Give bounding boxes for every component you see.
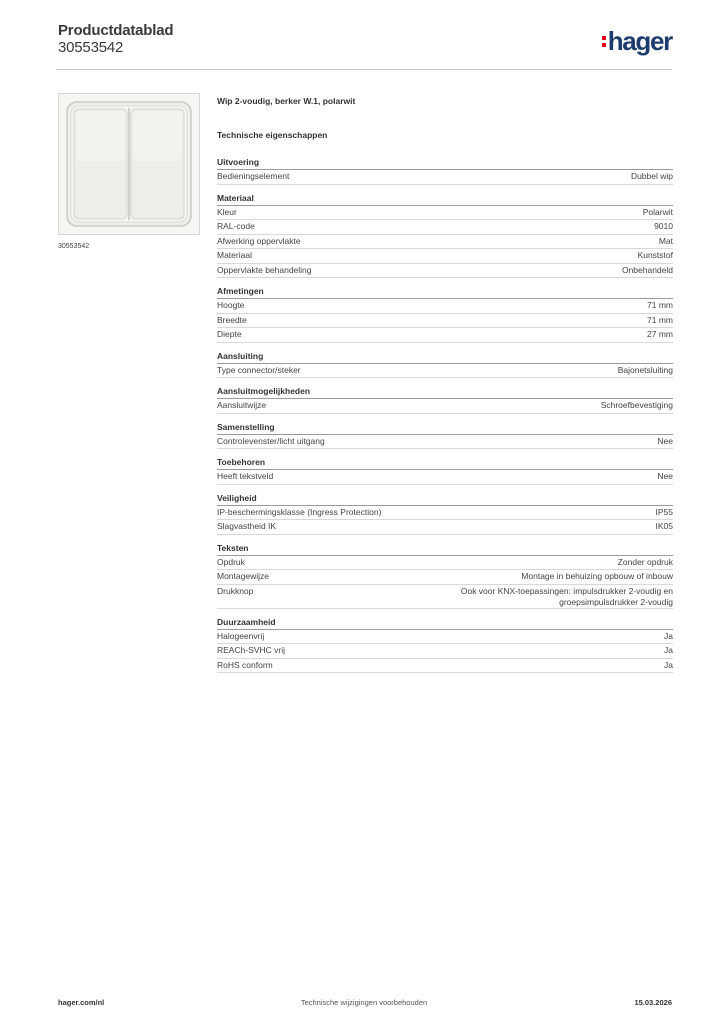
spec-label: Montagewijze: [217, 571, 269, 581]
section-title: Samenstelling: [217, 421, 673, 435]
spec-row: [217, 235, 673, 250]
spec-row: [217, 570, 673, 585]
footer-date: 15.03.2026: [634, 998, 672, 1007]
spec-label: Diepte: [217, 329, 242, 339]
spec-row: [217, 220, 673, 235]
footer-notice: Technische wijzigingen voorbehouden: [300, 998, 428, 1007]
spec-row: [217, 659, 673, 674]
spec-value: IP55: [655, 506, 673, 517]
product-photo: [58, 93, 200, 235]
spec-label: Hoogte: [217, 300, 245, 310]
document-number: 30553542: [58, 39, 124, 56]
footer-website: hager.com/nl: [58, 998, 105, 1007]
section-title: Veiligheid: [217, 492, 673, 506]
spec-value: Dubbel wip: [630, 171, 673, 181]
spec-heading: Technische eigenschappen: [217, 130, 328, 140]
spec-label: Type connector/steker: [217, 364, 301, 375]
spec-value: 71 mm: [647, 314, 673, 325]
spec-section: [217, 156, 673, 185]
spec-sections: [217, 156, 673, 673]
section-title: Afmetingen: [217, 285, 673, 299]
spec-row: [217, 435, 673, 450]
section-title: Toebehoren: [217, 456, 673, 470]
spec-value: 9010: [654, 221, 673, 231]
spec-label: Drukknop: [217, 585, 254, 596]
spec-section: [217, 385, 673, 414]
product-name: Wip 2-voudig, berker W.1, polarwit: [217, 96, 356, 106]
spec-value: Zonder opdruk: [617, 556, 673, 567]
spec-row: [217, 299, 673, 314]
spec-label: Afwerking oppervlakte: [217, 235, 301, 246]
hager-logo: [602, 26, 672, 57]
spec-row: [217, 585, 673, 609]
spec-row: [217, 399, 673, 414]
spec-label: Kleur: [217, 206, 237, 217]
spec-label: Oppervlakte behandeling: [217, 264, 312, 275]
spec-section: [217, 421, 673, 450]
page-header: [56, 20, 672, 70]
spec-value: Onbehandeld: [621, 264, 673, 275]
spec-section: [217, 492, 673, 535]
spec-value: IK05: [655, 521, 673, 531]
spec-row: [217, 206, 673, 221]
spec-section: [217, 350, 673, 379]
spec-label: REACh-SVHC vrij: [217, 645, 286, 655]
spec-value: Bajonetsluiting: [617, 364, 673, 375]
section-title: Aansluitmogelijkheden: [217, 385, 673, 399]
spec-row: [217, 556, 673, 571]
spec-label: Slagvastheid IK: [217, 521, 277, 531]
spec-row: [217, 520, 673, 535]
document-title: Productdatablad: [58, 22, 174, 39]
spec-label: RAL-code: [217, 221, 255, 231]
spec-label: Materiaal: [217, 250, 252, 260]
section-title: Materiaal: [217, 192, 673, 206]
spec-value: Ook voor KNX-toepassingen: impulsdrukker 2-voudig en groepsimpulsdrukker 2-voudig: [460, 585, 673, 607]
spec-label: Aansluitwijze: [217, 400, 267, 410]
spec-row: [217, 328, 673, 343]
spec-value: Polarwit: [642, 206, 673, 217]
product-specs: [217, 96, 673, 680]
section-title: Teksten: [217, 542, 673, 556]
section-title: Uitvoering: [217, 156, 673, 170]
spec-value: Ja: [664, 630, 673, 641]
rocker-switch-image: [59, 94, 199, 234]
spec-value: Schroefbevestiging: [600, 400, 673, 410]
spec-value: Ja: [664, 645, 673, 655]
spec-value: Kunststof: [637, 250, 673, 260]
spec-row: [217, 506, 673, 521]
spec-row: [217, 644, 673, 659]
spec-row: [217, 314, 673, 329]
spec-label: Controlevenster/licht uitgang: [217, 435, 325, 446]
spec-row: [217, 170, 673, 185]
spec-row: [217, 249, 673, 264]
spec-section: [217, 616, 673, 674]
spec-value: Mat: [658, 235, 673, 246]
spec-row: [217, 470, 673, 485]
spec-value: Nee: [657, 435, 673, 446]
spec-row: [217, 630, 673, 645]
logo-dots-icon: [602, 36, 606, 47]
spec-value: Nee: [657, 471, 673, 481]
section-title: Aansluiting: [217, 350, 673, 364]
spec-value: 71 mm: [647, 300, 673, 310]
spec-section: [217, 542, 673, 609]
spec-row: [217, 364, 673, 379]
spec-section: [217, 192, 673, 279]
spec-label: IP-beschermingsklasse (Ingress Protection): [217, 506, 382, 517]
spec-label: Heeft tekstveld: [217, 471, 274, 481]
logo-text: hager: [607, 26, 672, 56]
spec-value: Ja: [664, 659, 673, 670]
spec-label: Breedte: [217, 314, 247, 325]
spec-label: Opdruk: [217, 556, 245, 567]
spec-row: [217, 264, 673, 279]
spec-section: [217, 456, 673, 485]
spec-label: RoHS conform: [217, 659, 273, 670]
spec-value: Montage in behuizing opbouw of inbouw: [521, 571, 673, 581]
section-title: Duurzaamheid: [217, 616, 673, 630]
page-footer: [56, 994, 672, 1010]
spec-label: Halogeenvrij: [217, 630, 265, 641]
photo-caption: 30553542: [58, 243, 90, 250]
spec-label: Bedieningselement: [217, 171, 290, 181]
spec-value: 27 mm: [647, 329, 673, 339]
spec-section: [217, 285, 673, 343]
